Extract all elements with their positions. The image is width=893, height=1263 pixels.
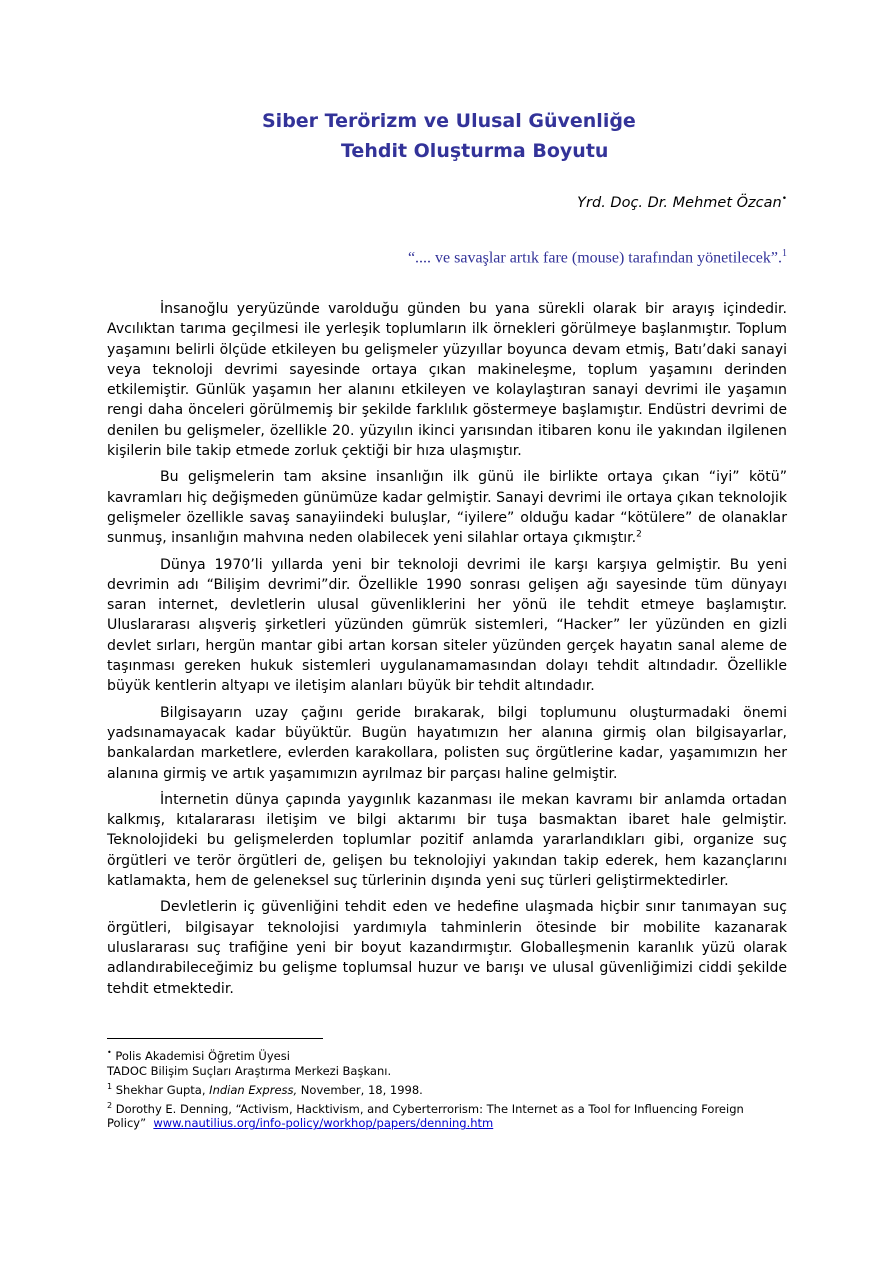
footnote-text: TADOC Bilişim Suçları Araştırma Merkezi Başkanı.	[107, 1063, 392, 1078]
footnote-text: Dorothy E. Denning, “Activism, Hacktivism, and Cyberterrorism: The Internet as a Tool for Influencing Foreign Policy”	[107, 1101, 744, 1131]
footnote-2	[107, 1098, 787, 1132]
paragraph	[107, 897, 787, 998]
footnote-1	[107, 1079, 787, 1098]
epigraph-quote	[408, 248, 787, 267]
footnote-text: Polis Akademisi Öğretim Üyesi	[115, 1048, 290, 1063]
paragraph-text: Bu gelişmelerin tam aksine insanlığın ilk günü ile birlikte ortaya çıkan “iyi” kötü” kavramları hiç değişmeden günümüze kadar gelmiştir. Sanayi devrimi ile ortaya çıkan teknolojik gelişmeler özellikle savaş sanayiindeki buluşlar, “iyilere” olduğu kadar “kötülere” de olanaklar sunmuş, insanlığın mahvına neden olabilecek yeni silahlar ortaya çıkmıştır.	[107, 469, 787, 547]
title-line-2: Tehdit Oluşturma Boyutu	[341, 140, 609, 162]
author-text: Yrd. Doç. Dr. Mehmet Özcan	[577, 194, 782, 211]
footnote-text: November, 18, 1998.	[297, 1082, 423, 1097]
footnote-source-title: Indian Express,	[209, 1082, 298, 1097]
paragraph-text: Bilgisayarın uzay çağını geride bırakarak, bilgi toplumunu oluşturmadaki önemi yadsınamayacak kadar büyüktür. Bugün hayatımızın her alanına girmiş olan bilgisayarlar, bankalardan marketlere, evlerden karakollara, polisten suç örgütlerine kadar, yaşamımızın her alanına girmiş ve artık yaşamımızın ayrılmaz bir parçası haline gelmiştir.	[107, 704, 787, 782]
footnote-ref: 2	[636, 529, 642, 540]
author-name	[577, 194, 787, 211]
epigraph-text: “.... ve savaşlar artık fare (mouse) tarafından yönetilecek”.	[407, 249, 782, 267]
paragraph	[107, 703, 787, 784]
paragraph-text: Devletlerin iç güvenliğini tehdit eden ve hedefine ulaşmada hiçbir sınır tanımayan suç örgütleri, bilgisayar teknolojisi yardımıyla tahminlerin ötesinde bir mobilite kazanarak uluslararası suç trafiğine yeni bir boyut kazandırmıştır. Globalleşmenin karanlık yüzü olarak adlandırabileceğimiz bu gelişme toplumsal huzur ve barışı ve ulusal güvenliğimizi ciddi şekilde tehdit etmektedir.	[107, 899, 787, 997]
epigraph-footnote-ref: 1	[782, 248, 787, 259]
paragraph-text: İnsanoğlu yeryüzünde varolduğu günden bu yana sürekli olarak bir arayış içindedir. Avcılıktan tarıma geçilmesi ile yerleşik toplumların ilk örnekleri görülmeye başlanmıştır. Toplum yaşamını belirli ölçüde etkileyen bu gelişmeler yüzyıllar boyunca devam etmiş, Batı’daki sanayi veya teknoloji devrimi sayesinde ortaya çıkan makineleşme, toplum yaşamını derinden etkilemiştir. Günlük yaşamın her alanını etkileyen ve kolaylaştıran sanayi devrimi ile yaşamın rengi daha önceleri görülmemiş bir şekilde farklılık göstermeye başlamıştır. Endüstri devrimi de denilen bu gelişmeler, özellikle 20. yüzyılın ikinci yarısından itibaren konu ile yakından ilgilenen kişilerin bile takip etmede zorluk çektiği bir hıza ulaşmıştır.	[107, 301, 787, 460]
author-footnote-mark: •	[781, 194, 787, 204]
footnotes	[107, 1045, 787, 1131]
footnote-number: 1	[107, 1081, 113, 1091]
footnote-number: 2	[107, 1100, 113, 1110]
footnote-mark: •	[107, 1048, 112, 1057]
paragraph-text: İnternetin dünya çapında yaygınlık kazanması ile mekan kavramı bir anlamda ortadan kalkmış, kıtalararası iletişim ve bilgi aktarımı bir tuşa basmaktan ibaret hale gelmiştir. Teknolojideki bu gelişmelerden toplumlar pozitif anlamda yararlandıkları gibi, organize suç örgütleri ve terör örgütleri de, gelişen bu teknolojiyi yakından takip ederek, hem kazançlarını katlamakta, hem de geleneksel suç türlerinin dışında yeni suç türleri geliştirmektedirler.	[107, 791, 787, 890]
body-text	[107, 299, 787, 1005]
paragraph	[107, 467, 787, 548]
footnote-author-1	[107, 1045, 787, 1064]
footnote-text: Shekhar Gupta,	[115, 1082, 210, 1097]
title-line-1: Siber Terörizm ve Ulusal Güvenliğe	[262, 110, 636, 132]
footnote-author-2	[107, 1064, 787, 1079]
paragraph	[107, 790, 787, 891]
paragraph	[107, 299, 787, 461]
footnote-link[interactable]: www.nautilius.org/info-policy/workhop/papers/denning.htm	[153, 1116, 494, 1131]
footnote-divider	[107, 1038, 323, 1039]
paragraph-text: Dünya 1970’li yıllarda yeni bir teknoloji devrimi ile karşı karşıya gelmiştir. Bu yeni devrimin adı “Bilişim devrimi”dir. Özellikle 1990 sonrası gelişen ağı sayesinde tüm dünyayı saran internet, devletlerin ulusal güvenliklerini her yönü ile tehdit etmeye başlamıştır. Uluslararası alışveriş şirketleri yüzünden gümrük sistemleri, “Hacker” ler yüzünden en gizli devlet sırları, hergün mantar gibi artan korsan siteler yüzünden gerçek hayatın sanal aleme de taşınması gereken hukuk sistemleri uygulanamamasından dolayı tehdit altındadır. Özellikle büyük kentlerin altyapı ve iletişim alanları büyük bir tehdit altındadır.	[107, 556, 787, 695]
paragraph	[107, 555, 787, 697]
